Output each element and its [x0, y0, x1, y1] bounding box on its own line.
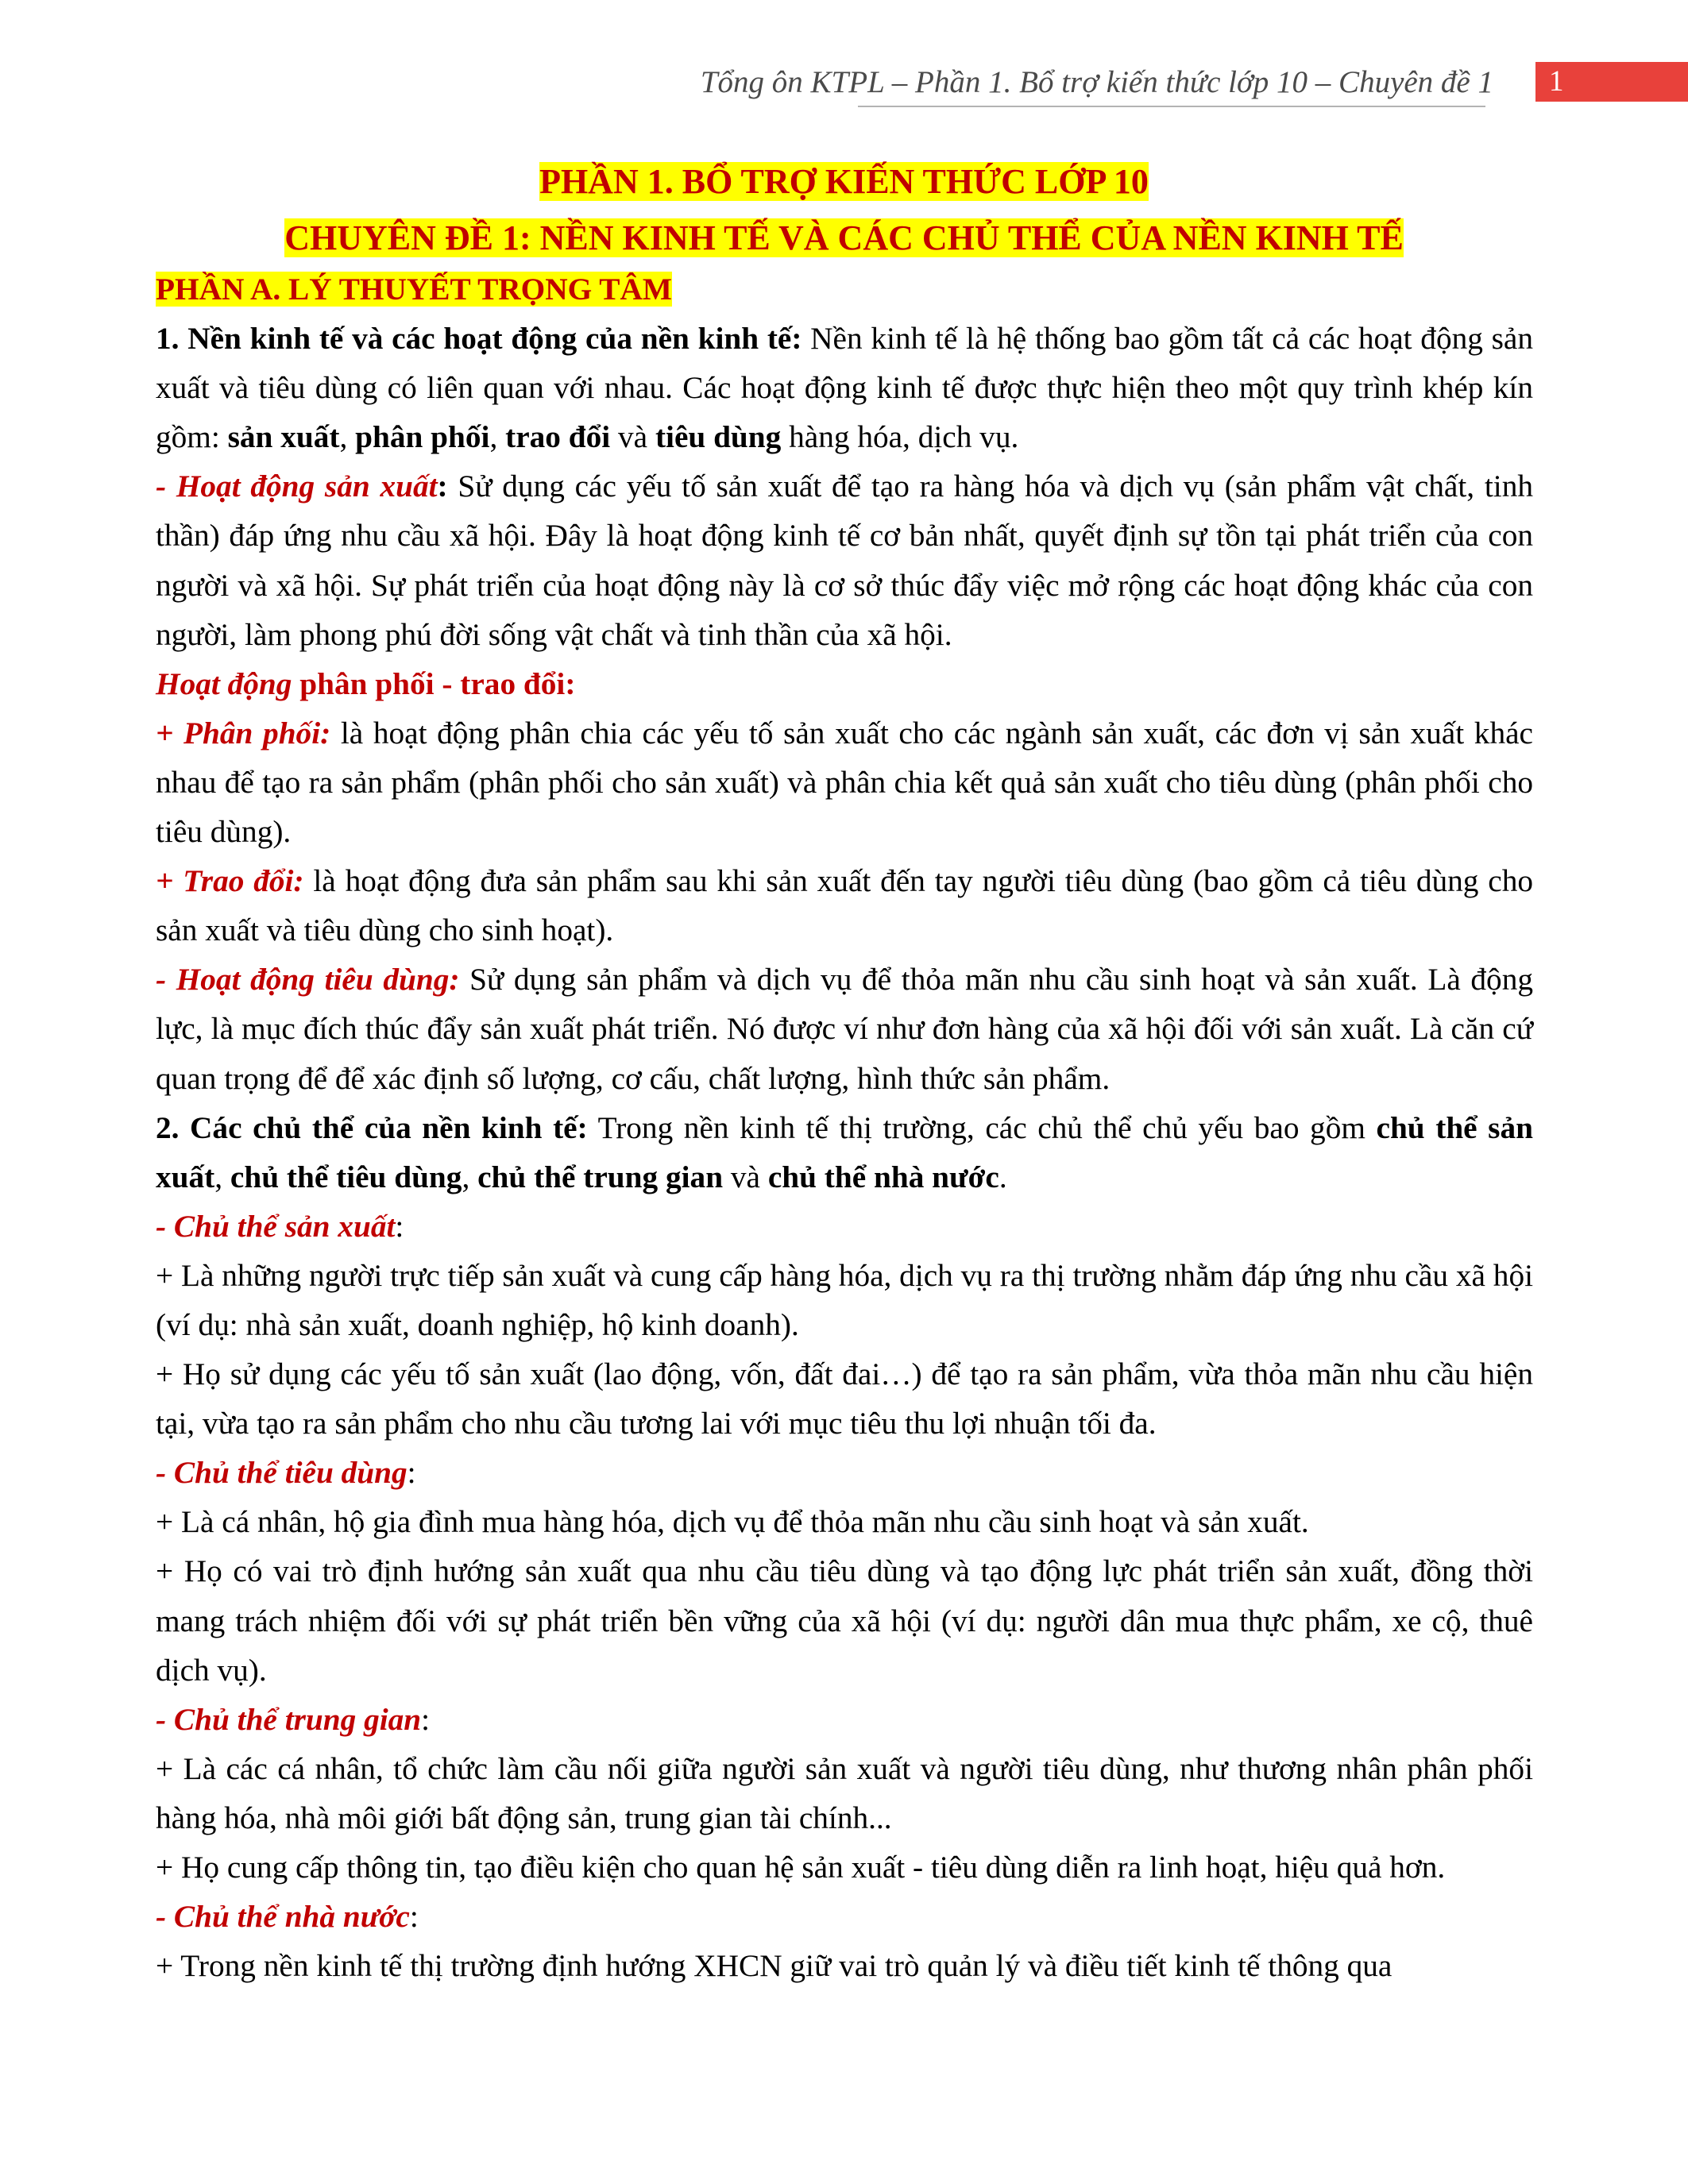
- consumer-point-1: + Là cá nhân, hộ gia đình mua hàng hóa, dịch vụ để thỏa mãn nhu cầu sinh hoạt và sản xuất.: [156, 1504, 1309, 1540]
- document-body: [156, 264, 1533, 1990]
- producer-heading: [156, 1202, 1533, 1251]
- consumer-label: - Chủ thể tiêu dùng: [156, 1455, 408, 1491]
- consumer-heading: [156, 1448, 1533, 1497]
- producer-point-2: + Họ sử dụng các yếu tố sản xuất (lao động, vốn, đất đai…) để tạo ra sản phẩm, vừa thỏa mãn nhu cầu hiện tại, vừa tạo ra sản phẩm cho nhu cầu tương lai với mục tiêu thu lợi nhuận tối đa.: [156, 1356, 1533, 1441]
- intermediary-colon: :: [421, 1701, 431, 1737]
- state-colon: :: [409, 1899, 419, 1935]
- intermediary-point-1: + Là các cá nhân, tổ chức làm cầu nối giữa người sản xuất và người tiêu dùng, như thương nhân phân phối hàng hóa, nhà môi giới bất động sản, trung gian tài chính...: [156, 1750, 1533, 1835]
- page-header: [0, 62, 1688, 110]
- s2-heading: 2. Các chủ thể của nền kinh tế:: [156, 1109, 588, 1145]
- header-text: Tổng ôn KTPL – Phần 1. Bổ trợ kiến thức lớp 10 – Chuyên đề 1: [700, 65, 1493, 99]
- s2-sep: ,: [462, 1159, 478, 1194]
- distribution-label: + Phân phối:: [156, 715, 331, 751]
- s1-keyword-sanxuat: sản xuất: [227, 419, 340, 455]
- production-label: - Hoạt động sản xuất: [156, 469, 438, 504]
- s2-sep: và: [723, 1159, 768, 1194]
- producer-colon: :: [395, 1208, 404, 1244]
- consumption-paragraph: [156, 955, 1533, 1102]
- section-a-text: PHẦN A. LÝ THUYẾT TRỌNG TÂM: [156, 272, 672, 307]
- producer-point-1: + Là những người trực tiếp sản xuất và cung cấp hàng hóa, dịch vụ ra thị trường nhằm đáp ứng nhu cầu xã hội (ví dụ: nhà sản xuất, doanh nghiệp, hộ kinh doanh).: [156, 1257, 1534, 1342]
- s2-keyword-trunggian: chủ thể trung gian: [477, 1159, 724, 1194]
- header-rule: [858, 106, 1485, 107]
- consumer-colon: :: [407, 1455, 416, 1491]
- production-colon: :: [437, 469, 448, 504]
- exchange-paragraph: [156, 856, 1533, 955]
- exchange-text: là hoạt động đưa sản phẩm sau khi sản xuất đến tay người tiêu dùng (bao gồm cả tiêu dùng cho sản xuất và tiêu dùng cho sinh hoạt).: [156, 863, 1533, 948]
- state-point-1: + Trong nền kinh tế thị trường định hướng XHCN giữ vai trò quản lý và điều tiết kinh tế thông qua: [156, 1948, 1393, 1984]
- distribution-paragraph: [156, 708, 1533, 856]
- s2-tail: .: [999, 1159, 1007, 1194]
- exchange-label: + Trao đổi:: [156, 863, 304, 899]
- s1-intro-paragraph: [156, 314, 1533, 461]
- s1-heading: 1. Nền kinh tế và các hoạt động của nền kinh tế:: [156, 321, 802, 357]
- de-label-bold: phân phối - trao đổi:: [292, 666, 576, 701]
- consumer-point-2: + Họ có vai trò định hướng sản xuất qua nhu cầu tiêu dùng và tạo động lực phát triển sản xuất, đồng thời mang trách nhiệm đối với sự phát triển bền vững của xã hội (ví dụ: người dân mua thực phẩm, xe cộ, thuê dịch vụ).: [156, 1553, 1533, 1688]
- consumption-text: Sử dụng sản phẩm và dịch vụ để thỏa mãn nhu cầu sinh hoạt và sản xuất. Là động lực, là mục đích thúc đẩy sản xuất phát triển. Nó được ví như đơn hàng của xã hội đối với sản xuất. Là căn cứ quan trọng để để xác định số lượng, cơ cấu, chất lượng, hình thức sản phẩm.: [156, 962, 1533, 1096]
- s2-keyword-sanxuat: chủ thể sản xuất: [156, 1109, 1533, 1194]
- state-label: - Chủ thể nhà nước: [156, 1899, 410, 1935]
- s2-keyword-nhanuoc: chủ thể nhà nước: [767, 1159, 999, 1194]
- state-heading: [156, 1892, 1533, 1941]
- s2-intro-paragraph: [156, 1103, 1533, 1202]
- s2-sep: ,: [214, 1159, 230, 1194]
- s2-intro-text: Trong nền kinh tế thị trường, các chủ thể chủ yếu bao gồm: [587, 1109, 1377, 1145]
- s1-keyword-tieudung: tiêu dùng: [655, 419, 782, 455]
- consumption-label: - Hoạt động tiêu dùng:: [156, 962, 460, 997]
- section-a-heading: [156, 264, 1533, 314]
- s1-keyword-phanphoi: phân phối: [355, 419, 490, 455]
- intermediary-point-2: + Họ cung cấp thông tin, tạo điều kiện cho quan hệ sản xuất - tiêu dùng diễn ra linh hoạt, hiệu quả hơn.: [156, 1850, 1446, 1885]
- topic-title-text: CHUYÊN ĐỀ 1: NỀN KINH TẾ VÀ CÁC CHỦ THỂ CỦA NỀN KINH TẾ: [284, 218, 1404, 257]
- intermediary-label: - Chủ thể trung gian: [156, 1701, 422, 1737]
- s1-intro-text: Nền kinh tế là hệ thống bao gồm tất cả các hoạt động sản xuất và tiêu dùng có liên quan với nhau. Các hoạt động kinh tế được thực hiện theo một quy trình khép kín gồm:: [156, 321, 1533, 455]
- page-number: 1: [1535, 62, 1688, 102]
- part-title: [0, 157, 1688, 206]
- production-text: Sử dụng các yếu tố sản xuất để tạo ra hàng hóa và dịch vụ (sản phẩm vật chất, tinh thần) đáp ứng nhu cầu xã hội. Đây là hoạt động kinh tế cơ bản nhất, quyết định sự tồn tại phát triển của con người và xã hội. Sự phát triển của hoạt động này là cơ sở thúc đẩy việc mở rộng các hoạt động khác của con người, làm phong phú đời sống vật chất và tinh thần của xã hội.: [156, 469, 1533, 652]
- intermediary-heading: [156, 1695, 1533, 1744]
- production-paragraph: [156, 461, 1533, 658]
- s2-keyword-tieudung: chủ thể tiêu dùng: [230, 1159, 462, 1194]
- distribution-exchange-heading: [156, 659, 1533, 708]
- s1-keyword-traodoi: trao đổi: [505, 419, 611, 455]
- s1-sep: ,: [339, 419, 356, 455]
- s1-sep: ,: [489, 419, 506, 455]
- part-title-text: PHẦN 1. BỔ TRỢ KIẾN THỨC LỚP 10: [539, 162, 1149, 201]
- topic-title: [0, 214, 1688, 262]
- title-block: [0, 157, 1688, 262]
- s1-sep: và: [610, 419, 655, 455]
- de-label-italic: Hoạt động: [156, 666, 292, 701]
- producer-label: - Chủ thể sản xuất: [156, 1208, 396, 1244]
- distribution-text: là hoạt động phân chia các yếu tố sản xuất cho các ngành sản xuất, các đơn vị sản xuất khác nhau để tạo ra sản phẩm (phân phối cho sản xuất) và phân chia kết quả sản xuất cho tiêu dùng (phân phối cho tiêu dùng).: [156, 715, 1533, 850]
- s1-tail: hàng hóa, dịch vụ.: [781, 419, 1019, 455]
